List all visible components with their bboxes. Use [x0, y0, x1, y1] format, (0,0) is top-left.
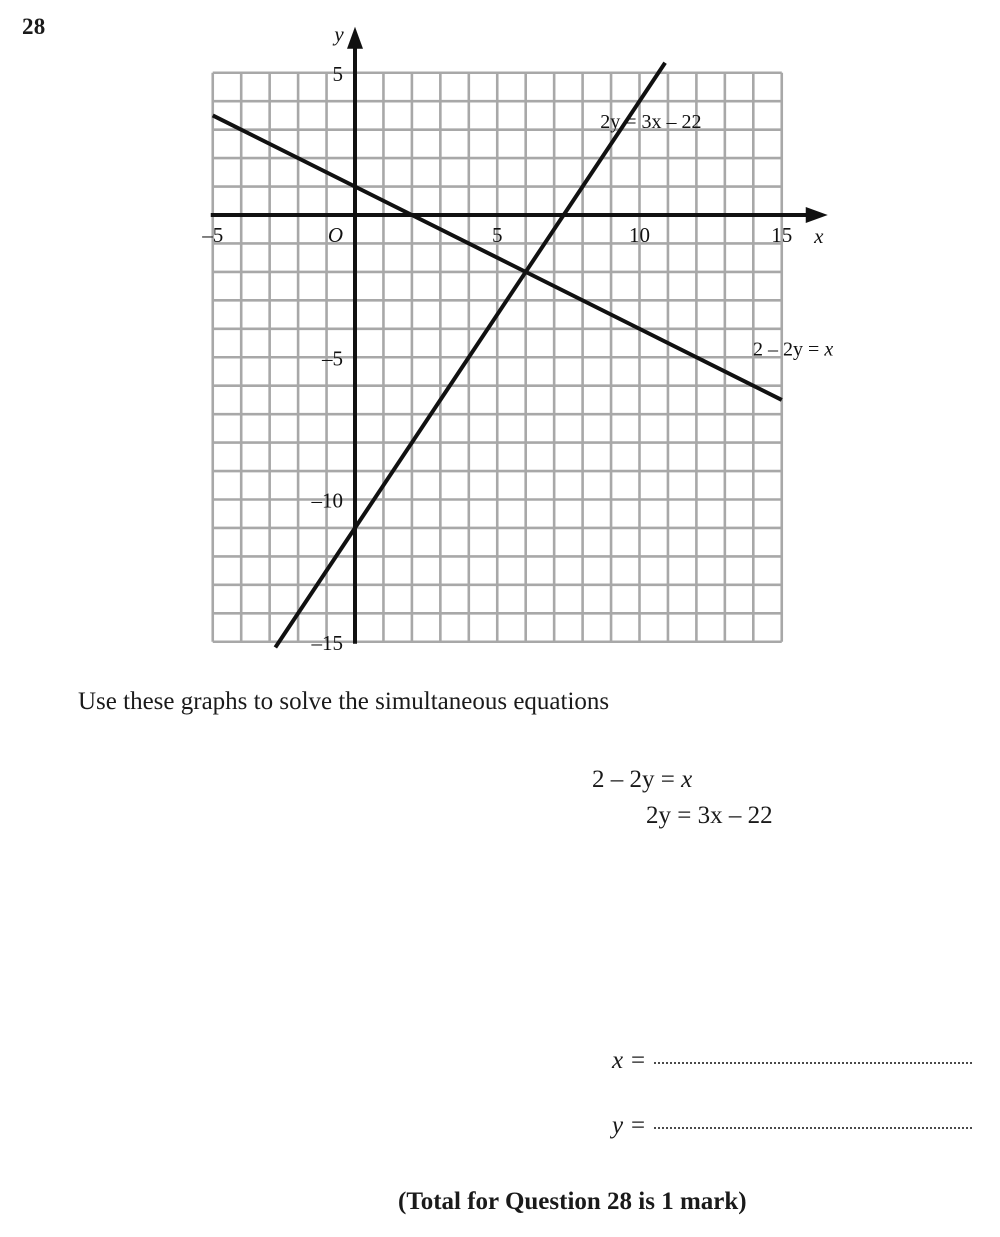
question-number: 28: [22, 14, 46, 39]
axes: [211, 27, 828, 644]
x-tick-label: 10: [629, 223, 650, 247]
answer-y-label: y =: [612, 1112, 647, 1139]
x-axis-label: x: [814, 224, 824, 248]
total-mark-text: (Total for Question 28 is 1 mark): [398, 1188, 747, 1215]
instruction-text: Use these graphs to solve the simultaneous equations: [78, 688, 610, 715]
equation-2-text: 2y = 3x – 22: [646, 802, 773, 830]
answer-x-dotted-line[interactable]: [654, 1061, 972, 1064]
x-tick-label: –5: [202, 223, 224, 247]
answer-y-dotted-line[interactable]: [654, 1126, 972, 1129]
y-axis-label: y: [334, 21, 344, 46]
answer-x-label: x =: [612, 1047, 647, 1074]
answer-row-x[interactable]: [612, 1047, 972, 1075]
x-tick-label: 5: [492, 223, 503, 247]
origin-label: O: [327, 223, 343, 247]
x-axis-arrowhead: [806, 207, 828, 223]
y-tick-label: –10: [311, 488, 343, 513]
equation-1: [592, 762, 773, 798]
x-tick-label: 15: [771, 223, 793, 247]
y-tick-label: –5: [322, 346, 343, 371]
line-label-2: 2y = 3x – 22: [600, 111, 702, 134]
simultaneous-equations: [592, 762, 773, 835]
equation-2: [592, 798, 773, 834]
answer-row-y[interactable]: [612, 1112, 972, 1140]
line-label-1: 2 – 2y = x: [753, 338, 834, 361]
y-axis-arrowhead: [347, 27, 363, 49]
y-tick-label: –15: [311, 630, 343, 655]
y-tick-label: 5: [332, 61, 343, 86]
equation-1-text: 2 – 2y = x: [592, 766, 693, 793]
